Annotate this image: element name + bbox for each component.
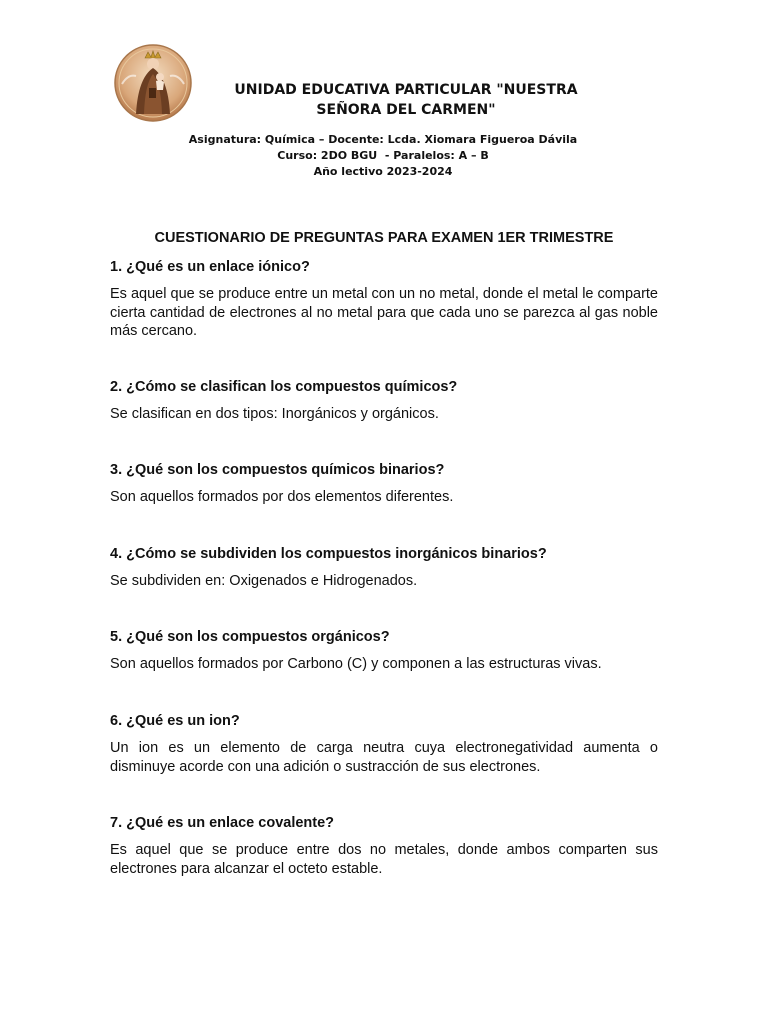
qa-item-6 <box>110 712 658 776</box>
school-name-line2: SEÑORA DEL CARMEN" <box>316 102 496 118</box>
answer: Son aquellos formados por Carbono (C) y componen a las estructuras vivas. <box>110 656 602 672</box>
qa-item-1 <box>110 258 658 341</box>
answer: Se clasifican en dos tipos: Inorgánicos y orgánicos. <box>110 406 439 422</box>
qa-item-7 <box>110 814 658 878</box>
qa-item-2 <box>110 378 658 424</box>
question: 1. ¿Qué es un enlace iónico? <box>110 259 310 275</box>
answer: Son aquellos formados por dos elementos diferentes. <box>110 489 454 505</box>
qa-item-4 <box>110 545 658 591</box>
answer: Es aquel que se produce entre un metal con un no metal, donde el metal le comparte cierta cantidad de electrones al no metal para que cada uno se parezca al gas noble más cercano. <box>110 286 658 339</box>
year-line: Año lectivo 2023-2024 <box>313 165 453 178</box>
answer: Es aquel que se produce entre dos no metales, donde ambos comparten sus electrones para alcanzar el octeto estable. <box>110 842 658 877</box>
course-info <box>183 132 583 180</box>
question: 2. ¿Cómo se clasifican los compuestos químicos? <box>110 379 458 395</box>
question: 4. ¿Cómo se subdividen los compuestos inorgánicos binarios? <box>110 546 547 562</box>
exam-title: CUESTIONARIO DE PREGUNTAS PARA EXAMEN 1ER TRIMESTRE <box>154 230 614 246</box>
religious-seal-icon <box>114 44 192 122</box>
question: 3. ¿Qué son los compuestos químicos binarios? <box>110 462 445 478</box>
qa-item-5 <box>110 628 658 674</box>
answer: Un ion es un elemento de carga neutra cuya electronegatividad aumenta o disminuye acorde con una adición o sustracción de sus electrones. <box>110 740 658 775</box>
question: 5. ¿Qué son los compuestos orgánicos? <box>110 629 390 645</box>
school-name <box>200 80 612 120</box>
subject-line: Asignatura: Química – Docente: Lcda. Xiomara Figueroa Dávila <box>188 133 578 146</box>
answer: Se subdividen en: Oxigenados e Hidrogenados. <box>110 573 418 589</box>
school-name-line1: UNIDAD EDUCATIVA PARTICULAR "NUESTRA <box>234 82 578 98</box>
qa-item-3 <box>110 461 658 507</box>
question: 7. ¿Qué es un enlace covalente? <box>110 815 335 831</box>
course-line: Curso: 2DO BGU - Paralelos: A – B <box>277 149 489 162</box>
question: 6. ¿Qué es un ion? <box>110 713 240 729</box>
